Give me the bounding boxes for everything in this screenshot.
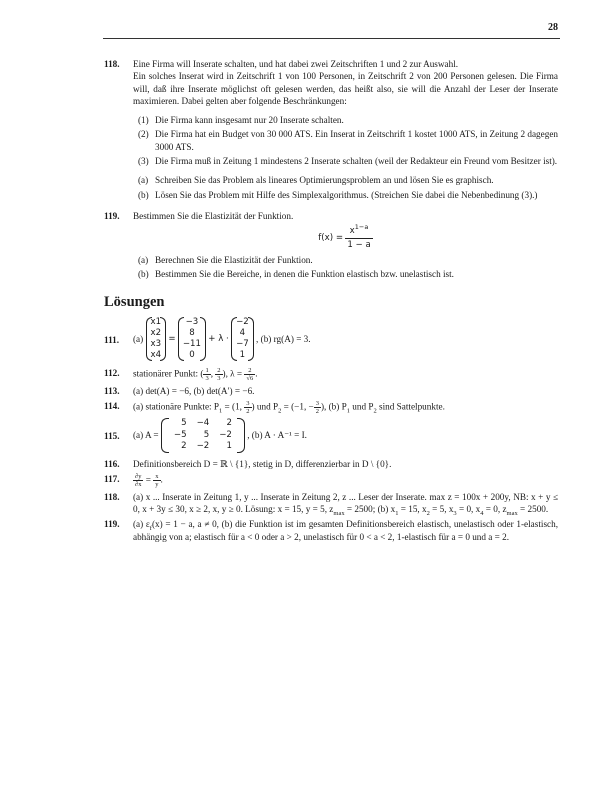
solution-number: 116. [104, 458, 120, 469]
matrix-entry: −5 [173, 429, 187, 440]
solution-text: = 0, x [456, 504, 481, 515]
fraction-denominator: y [155, 480, 159, 488]
solution-118 [104, 491, 558, 516]
task-text: Lösen Sie das Problem mit Hilfe des Simplexalgorithmus. (Streichen Sie dabei die Nebenbedinung (3).) [155, 189, 538, 200]
fraction-denominator: ∂x [135, 480, 142, 488]
header-rule [103, 38, 560, 39]
matrix-entry: −4 [196, 418, 210, 429]
solution-text: ), λ = [222, 368, 245, 379]
task-label: (b) [138, 269, 149, 280]
solution-number: 113. [104, 385, 120, 396]
fraction [133, 473, 143, 488]
page-content [104, 58, 558, 546]
task-label: (b) [138, 189, 149, 200]
fraction-denominator: 2 [246, 408, 250, 416]
problem-intro: Bestimmen Sie die Elastizität der Funktion. [133, 210, 294, 221]
solution-text: sind Sattelpunkte. [376, 401, 445, 412]
vector-x [146, 317, 167, 361]
subscript: 4 [480, 509, 484, 517]
problem-118 [104, 58, 558, 201]
task-item [133, 189, 558, 201]
problem-description: Ein solches Inserat wird in Zeitschrift 1 von 100 Personen, in Zeitschrift 2 von 200 Personen gelesen. Die Firma will, daß ihre Inserate möglichst oft gelesen werden, das heißt also, sie will die Anzahl der Leser der Inserate maximieren. Dabei gelten aber folgende Beschränkungen: [133, 71, 558, 106]
vector-entry: x4 [150, 349, 162, 360]
solution-text: (a) ε [133, 519, 150, 530]
fraction [215, 367, 222, 382]
solution-text: = 5, x [429, 504, 454, 515]
matrix-entry: 2 [226, 418, 232, 429]
vector-entry: 0 [189, 349, 195, 360]
matrix-entry: 5 [181, 418, 187, 429]
solution-text: und P [350, 401, 374, 412]
vector-entry: −2 [236, 316, 249, 327]
subscript: max [333, 509, 345, 517]
plus-lambda: + λ · [208, 333, 229, 344]
equals-sign: = [168, 333, 176, 344]
solution-text: = (−1, − [281, 401, 314, 412]
constraint-item [133, 128, 558, 153]
solution-number: 112. [104, 367, 120, 378]
solution-text: , (b) A · A⁻¹ = I. [247, 430, 307, 441]
fraction [244, 366, 258, 382]
fraction-denominator: √6 [246, 374, 254, 382]
vector-entry: 4 [239, 327, 246, 338]
subscript: 1 [346, 407, 350, 415]
task-item [133, 174, 558, 186]
subscript: 2 [426, 509, 430, 517]
solutions-heading: Lösungen [104, 294, 165, 311]
constraint-label: (1) [138, 115, 149, 126]
fraction-numerator: 2 [217, 366, 221, 374]
subscript: 1 [395, 509, 399, 517]
solution-text: . [255, 368, 258, 379]
solution-text: (a) x ... Inserate in Zeitung 1, y ... Inserate in Zeitung 2, z ... Leser der Inserate. max z = 100x + 200y, NB: x + y ≤ 0, x + 3y ≤ 30, x ≥ 2, x, y ≥ 0. Lösung: x = 15, y = 5, z [133, 491, 558, 515]
fraction-denominator: 3 [217, 374, 221, 382]
vector-entry: −11 [182, 338, 201, 349]
task-text: Schreiben Sie das Problem als lineares Optimierungsproblem an und lösen Sie es graphisch. [155, 175, 494, 186]
constraint-text: Die Firma hat ein Budget von 30 000 ATS. Ein Inserat in Zeitschrift 1 kostet 1000 ATS, in Zeitung 2 dagegen 3000 ATS. [155, 129, 558, 152]
task-text: Bestimmen Sie die Bereiche, in denen die Funktion elastisch bzw. unelastisch ist. [155, 269, 454, 280]
constraint-item [133, 114, 558, 126]
constraint-text: Die Firma muß in Zeitung 1 mindestens 2 Inserate schalten (weil der Redakteur ein Freund vom Besitzer ist). [155, 156, 558, 167]
fraction-numerator: 2 [244, 367, 255, 375]
subscript: max [506, 509, 518, 517]
solution-text: stationärer Punkt: ( [133, 368, 204, 379]
fraction-numerator: ∂y [135, 472, 142, 480]
solution-115 [104, 418, 558, 453]
solution-119 [104, 518, 558, 543]
vector-entry: −3 [185, 316, 199, 327]
vector-entry: x1 [150, 316, 162, 327]
constraint-label: (3) [138, 156, 149, 167]
vector-particular [178, 317, 206, 361]
fraction [314, 400, 321, 415]
solution-text: ), (b) P [320, 401, 347, 412]
solution-113 [104, 385, 558, 397]
fraction-denominator: 3 [205, 374, 209, 382]
subscript: 3 [453, 509, 457, 517]
solution-text: (a) det(A) = −6, (b) det(A′) = −6. [133, 385, 255, 396]
fraction-numerator: 3 [246, 400, 250, 408]
formula-denominator: 1 − a [347, 239, 371, 250]
vector-entry: x2 [150, 327, 162, 338]
equals-sign: = [143, 474, 154, 485]
problem-number: 118. [104, 59, 120, 69]
constraint-label: (2) [138, 129, 149, 140]
solution-117 [104, 473, 558, 488]
matrix-entry: 2 [181, 441, 187, 452]
fraction [153, 473, 160, 488]
separator: , [210, 368, 216, 379]
solution-number: 117. [104, 473, 120, 484]
vector-entry: x3 [150, 338, 162, 349]
matrix-entry: −2 [196, 441, 210, 452]
solution-text: (a) A = [133, 430, 159, 441]
matrix-entry: 5 [203, 429, 210, 440]
formula-lhs: f(x) = [318, 233, 344, 244]
solution-number: 111. [104, 334, 120, 345]
subscript: 2 [278, 407, 282, 415]
vector-direction [231, 317, 254, 361]
vector-entry: 1 [239, 349, 246, 360]
constraint-item [133, 155, 558, 167]
fraction-numerator: x [155, 472, 159, 480]
task-text: Berechnen Sie die Elastizität der Funktion. [155, 254, 313, 265]
subscript: 2 [373, 407, 377, 415]
formula-numerator-exponent: 1−a [354, 223, 369, 232]
formula [133, 225, 558, 251]
fraction [244, 400, 251, 415]
formula-fraction [345, 225, 372, 251]
matrix [161, 418, 245, 453]
solution-text: (x) = 1 − a, a ≠ 0, (b) die Funktion ist im gesamten Definitionsbereich elastisch, unelastisch oder 1-elastisch, abhängig von a; elastisch für a < 0 oder a > 2, unelastisch für 0 < a < 2, 1-elastisch für a = 0 und a = 2. [133, 519, 558, 542]
task-label: (a) [138, 175, 149, 186]
matrix-entry: 1 [226, 441, 232, 452]
solution-text: Definitionsbereich D = ℝ \ {1}, stetig in D, differenzierbar in D \ {0}. [133, 458, 392, 469]
fraction-numerator: 1 [205, 366, 209, 374]
problem-intro: Eine Firma will Inserate schalten, und hat dabei zwei Zeitschriften 1 und 2 zur Auswahl. [133, 59, 459, 69]
solution-text: = 0, z [483, 504, 507, 515]
solution-111 [104, 317, 558, 361]
problem-number: 119. [104, 210, 120, 221]
solution-text: . [160, 474, 163, 485]
vector-entry: −7 [236, 338, 249, 349]
solution-text: = 2500; (b) x [344, 504, 396, 515]
solution-text: = 15, x [398, 504, 427, 515]
fraction-numerator: 3 [315, 400, 319, 408]
solution-number: 118. [104, 491, 120, 502]
subscript: f [149, 525, 152, 533]
solution-116 [104, 458, 558, 470]
page-number: 28 [548, 22, 558, 33]
constraint-text: Die Firma kann insgesamt nur 20 Inserate schalten. [155, 115, 344, 126]
solution-text: (a) stationäre Punkte: P [133, 401, 219, 412]
matrix-entry: −2 [219, 429, 232, 440]
task-item [133, 268, 558, 280]
task-item [133, 254, 558, 266]
formula-numerator-base: x [349, 226, 355, 237]
solution-number: 119. [104, 519, 120, 530]
part-label: (a) [133, 333, 144, 344]
vector-entry: 8 [189, 327, 195, 338]
subscript: 1 [219, 407, 223, 415]
solution-number: 114. [104, 401, 120, 412]
problem-119 [104, 210, 558, 280]
solution-114 [104, 400, 558, 415]
solution-112 [104, 367, 558, 382]
solution-text: = (1, [222, 401, 245, 412]
solution-text: ) und P [251, 401, 279, 412]
solution-text: , (b) rg(A) = 3. [256, 333, 311, 344]
fraction-denominator: 2 [315, 408, 319, 416]
task-label: (a) [138, 254, 149, 265]
solution-number: 115. [104, 431, 120, 442]
solution-text: = 2500. [517, 504, 549, 515]
fraction [203, 367, 210, 382]
